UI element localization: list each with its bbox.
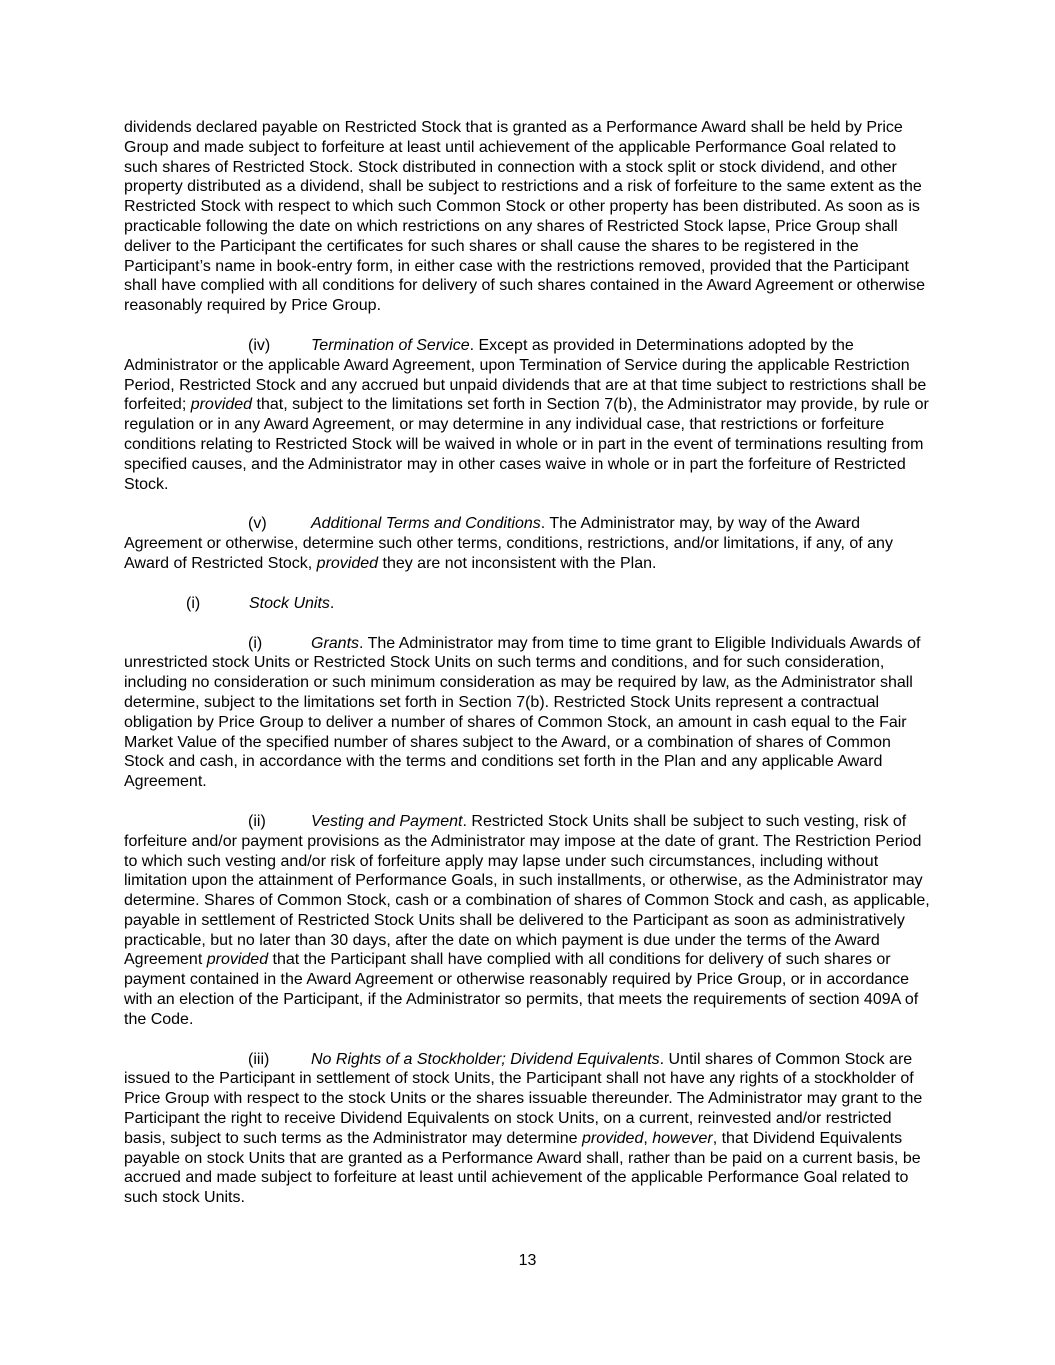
- emphasis-provided: provided: [206, 951, 269, 969]
- paragraph-text: , that Dividend Equivalents payable on stock Units that are granted as a Performance Award shall, rather than be paid on a current basis, be accrued and made subject to forfeiture at least until achievement of the applicable Performance Goal related to such stock Units.: [124, 1129, 921, 1207]
- section-heading-stock-units: [124, 594, 930, 614]
- clause-heading: Additional Terms and Conditions: [311, 515, 541, 533]
- clause-heading: No Rights of a Stockholder; Dividend Equivalents: [311, 1050, 660, 1068]
- paragraph-text: . Until shares of Common Stock are issued to the Participant in settlement of stock Units, the Participant shall not have any rights of a stockholder of Price Group with respect to the stock Units or the shares issuable thereunder. The Administrator may grant to the Participant the right to receive Dividend Equivalents on stock Units, on a current, reinvested and/or restricted basis, subject to such terms as the Administrator may determine: [124, 1050, 923, 1147]
- section-heading-period: .: [329, 594, 335, 612]
- paragraph-grants: [124, 634, 930, 792]
- paragraph-text: that the Participant shall have complied with all conditions for delivery of such shares or payment contained in the Award Agreement or otherwise reasonably required by Price Group, or in accordance with an election of the Participant, if the Administrator so permits, that meets the requirements of section 409A of the Code.: [124, 951, 919, 1028]
- clause-heading: Grants: [311, 634, 360, 652]
- clause-heading: Vesting and Payment: [311, 812, 463, 830]
- paragraph-text: . Restricted Stock Units shall be subject to such vesting, risk of forfeiture and/or payment provisions as the Administrator may impose at the date of grant. The Restriction Period to which such vesting and/or risk of forfeiture apply may lapse under such circumstances, including without limitation upon the attainment of Performance Goals, in such installments, or otherwise, as the Administrator may determine. Shares of Common Stock, cash or a combination of shares of Common Stock and cash, as applicable, payable in settlement of Restricted Stock Units shall be delivered to the Participant as soon as administratively practicable, but no later than 30 days, after the date on which payment is due under the terms of the Award Agreement: [124, 812, 930, 969]
- clause-number: (v): [248, 515, 267, 533]
- paragraph-dividends: [124, 118, 930, 316]
- paragraph-text: . The Administrator may, by way of the Award Agreement or otherwise, determine such other terms, conditions, restrictions, and/or limitations, if any, of any Award of Restricted Stock,: [124, 515, 893, 572]
- paragraph-no-rights-of-stockholder: [124, 1050, 930, 1208]
- section-number: (i): [186, 594, 201, 612]
- emphasis-provided: provided: [316, 554, 379, 572]
- paragraph-text: . The Administrator may from time to time grant to Eligible Individuals Awards of unrestricted stock Units or Restricted Stock Units on such terms and conditions, and for such consideration, including no consideration or such minimum consideration as may be required by law, as the Administrator shall determine, subject to the limitations set forth in Section 7(b). Restricted Stock Units represent a contractual obligation by Price Group to deliver a number of shares of Common Stock, an amount in cash equal to the Fair Market Value of the specified number of shares subject to the Award, or a combination of shares of Common Stock and cash, in accordance with the terms and conditions set forth in the Plan and any applicable Award Agreement.: [124, 634, 921, 791]
- clause-heading: Termination of Service: [311, 336, 470, 354]
- clause-number: (iv): [248, 336, 271, 354]
- paragraph-termination-of-service: [124, 336, 930, 494]
- document-page: [124, 118, 930, 1228]
- section-heading: Stock Units: [249, 594, 330, 612]
- emphasis-however: however: [652, 1129, 713, 1147]
- clause-number: (iii): [248, 1050, 270, 1068]
- page-number: 13: [518, 1252, 537, 1269]
- paragraph-vesting-and-payment: [124, 812, 930, 1030]
- paragraph-text: dividends declared payable on Restricted Stock that is granted as a Performance Award shall be held by Price Group and made subject to forfeiture at least until achievement of the applicable Performance Goal related to such shares of Restricted Stock. Stock distributed in connection with a stock split or stock dividend, and other property distributed as a dividend, shall be subject to restrictions and a risk of forfeiture to the same extent as the Restricted Stock with respect to which such Common Stock or other property has been distributed. As soon as is practicable following the date on which restrictions on any shares of Restricted Stock lapse, Price Group shall deliver to the Participant the certificates for such shares or shall cause the shares to be registered in the Participant’s name in book-entry form, in either case with the restrictions removed, provided that the Participant shall have complied with all conditions for delivery of such shares contained in the Award Agreement or otherwise reasonably required by Price Group.: [124, 119, 926, 315]
- clause-number: (ii): [248, 812, 266, 830]
- separator: ,: [643, 1129, 653, 1147]
- paragraph-text: . Except as provided in Determinations adopted by the Administrator or the applicable Award Agreement, upon Termination of Service during the applicable Restriction Period, Restricted Stock and any accrued but unpaid dividends that are at that time subject to restrictions shall be forfeited;: [124, 336, 927, 414]
- paragraph-additional-terms: [124, 514, 930, 573]
- paragraph-text: they are not inconsistent with the Plan.: [378, 554, 657, 572]
- emphasis-provided: provided: [581, 1129, 644, 1147]
- emphasis-provided: provided: [190, 396, 253, 414]
- paragraph-text: that, subject to the limitations set forth in Section 7(b), the Administrator may provide, by rule or regulation or in any Award Agreement, or may determine in any individual case, that restrictions or forfeiture conditions relating to Restricted Stock will be waived in whole or in part in the event of terminations resulting from specified causes, and the Administrator may in other cases waive in whole or in part the forfeiture of Restricted Stock.: [124, 396, 929, 493]
- clause-number: (i): [248, 634, 263, 652]
